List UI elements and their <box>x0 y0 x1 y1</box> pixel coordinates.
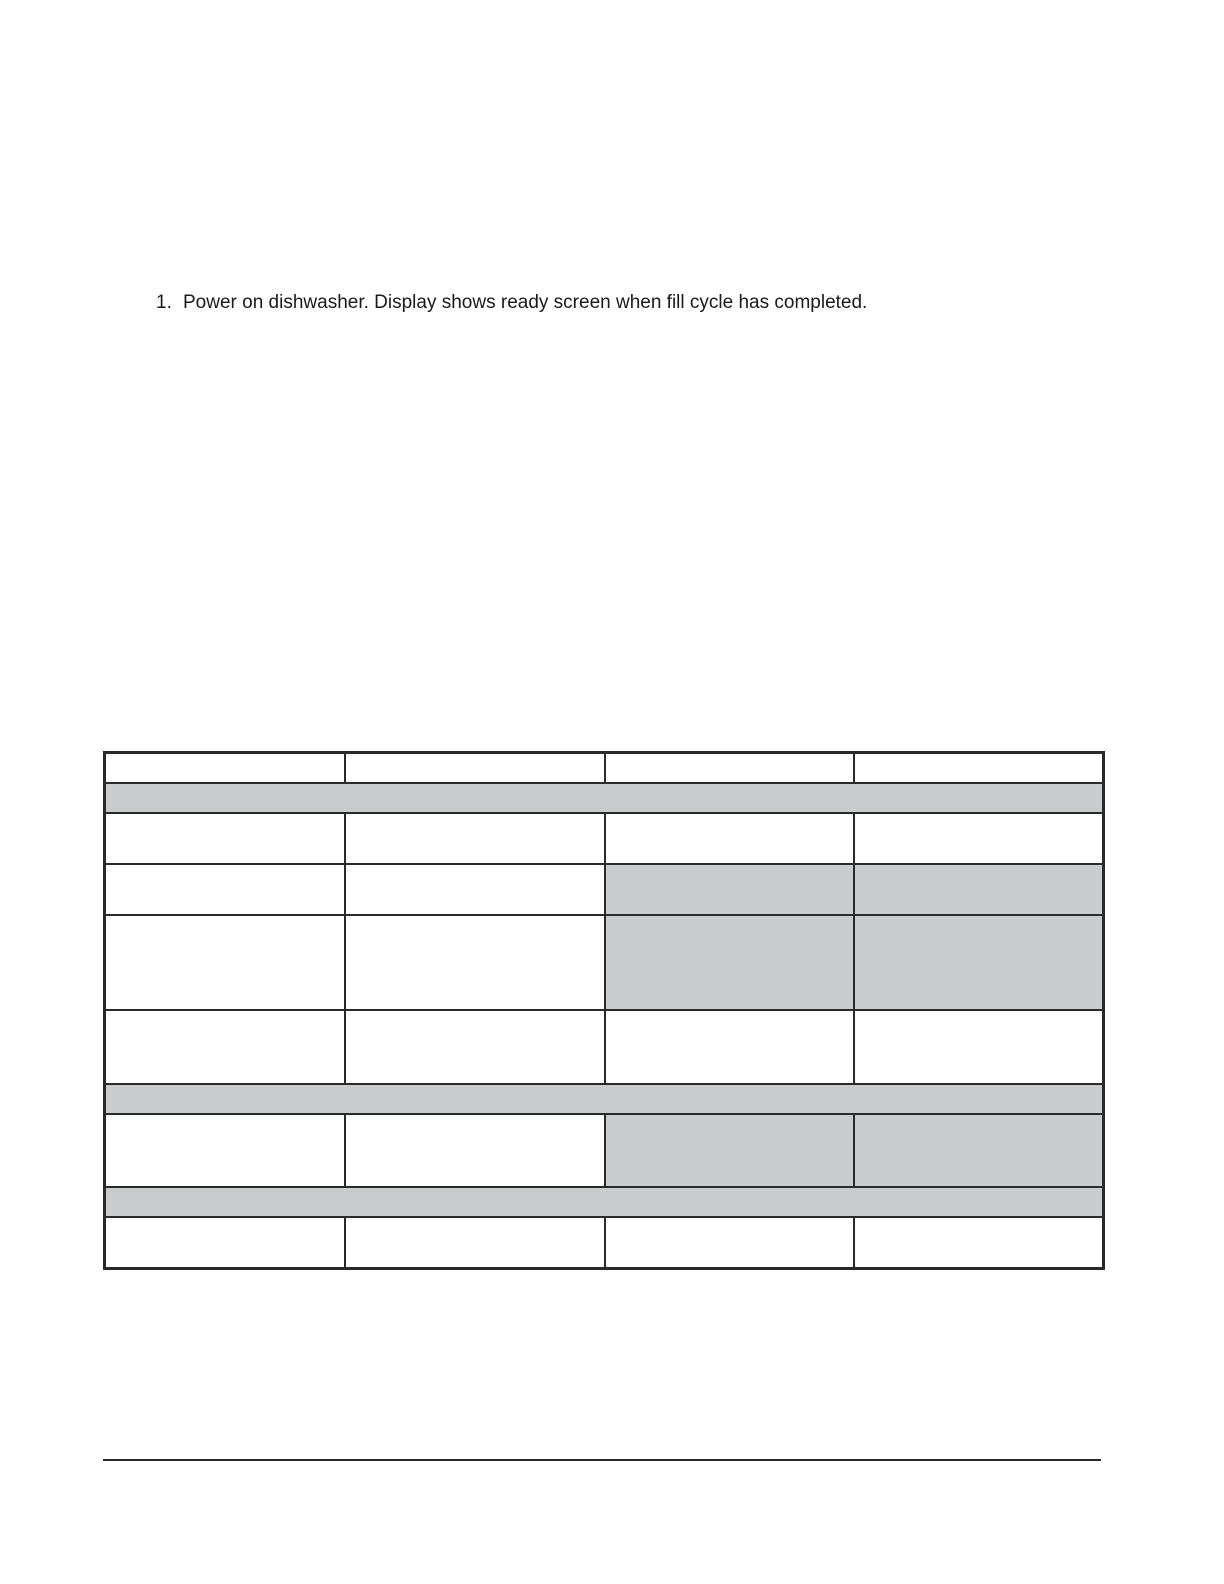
table-cell <box>854 1217 1104 1269</box>
table-cell <box>605 813 854 864</box>
table-cell-shaded <box>854 915 1104 1010</box>
table-cell <box>605 1010 854 1084</box>
table-section-cell <box>105 1187 1104 1217</box>
table-row <box>105 813 1104 864</box>
table-header-cell <box>105 753 345 784</box>
table-cell <box>105 1114 345 1187</box>
step-list <box>156 290 867 316</box>
table-cell <box>105 813 345 864</box>
step-number: 1. <box>156 292 172 313</box>
step-item <box>156 290 867 316</box>
table-row <box>105 1114 1104 1187</box>
table-section-row <box>105 1187 1104 1217</box>
table-section-cell <box>105 1084 1104 1114</box>
table-cell <box>345 864 605 915</box>
table-row <box>105 1010 1104 1084</box>
table-cell <box>105 864 345 915</box>
table-row <box>105 915 1104 1010</box>
table-cell-shaded <box>605 915 854 1010</box>
table-cell-shaded <box>605 1114 854 1187</box>
table-cell-shaded <box>605 864 854 915</box>
table-cell <box>345 915 605 1010</box>
table-cell <box>854 1010 1104 1084</box>
table-cell <box>105 915 345 1010</box>
table-section-row <box>105 1084 1104 1114</box>
table-header-cell <box>605 753 854 784</box>
table-header-cell <box>345 753 605 784</box>
footer-rule <box>103 1459 1101 1461</box>
table-cell-shaded <box>854 1114 1104 1187</box>
table-row <box>105 864 1104 915</box>
table-row <box>105 1217 1104 1269</box>
table-cell <box>345 1010 605 1084</box>
table-cell <box>105 1010 345 1084</box>
table-header-row <box>105 753 1104 784</box>
step-text: Power on dishwasher. Display shows ready screen when fill cycle has completed. <box>183 292 868 313</box>
table-cell <box>345 1217 605 1269</box>
table-header-cell <box>854 753 1104 784</box>
table-cell <box>605 1217 854 1269</box>
settings-table <box>103 751 1105 1270</box>
table-section-cell <box>105 783 1104 813</box>
table-cell-shaded <box>854 864 1104 915</box>
table-section-row <box>105 783 1104 813</box>
table-cell <box>345 813 605 864</box>
table-cell <box>345 1114 605 1187</box>
table-cell <box>105 1217 345 1269</box>
table-cell <box>854 813 1104 864</box>
